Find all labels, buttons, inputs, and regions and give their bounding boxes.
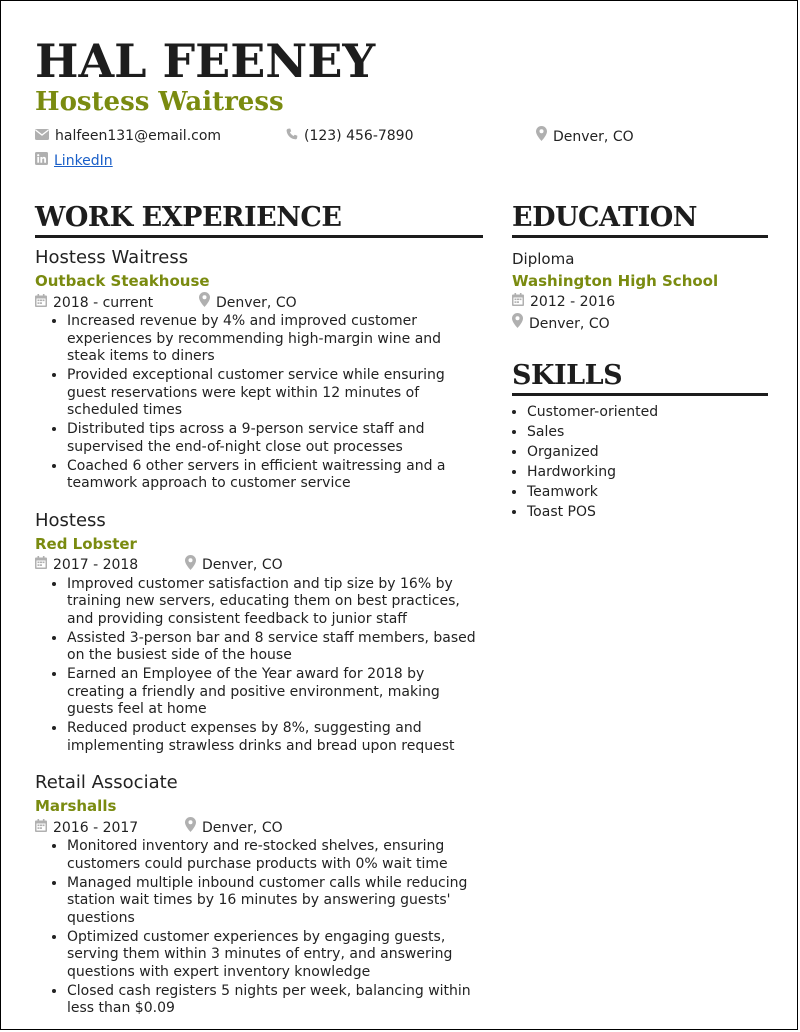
map-pin-icon [185, 555, 202, 576]
job-dates-text: 2018 - current [53, 294, 154, 311]
list-item: • Distributed tips across a 9-person service staff and supervised the end-of-night close out processes [67, 421, 483, 456]
job-location-text: Denver, CO [202, 557, 283, 573]
envelope-icon [35, 126, 55, 146]
job-dates [35, 555, 185, 576]
contact-location [536, 126, 634, 147]
email-text: halfeen131@email.com [55, 128, 222, 144]
job-title: Hostess [35, 509, 106, 531]
job-company: Red Lobster [35, 534, 137, 553]
job-bullets [35, 313, 483, 493]
calendar-icon [512, 292, 530, 313]
contact-email [35, 126, 221, 146]
list-item: • Earned an Employee of the Year award for 2018 by creating a friendly and positive environment, making guests feel at home [67, 666, 483, 719]
calendar-icon [35, 818, 53, 838]
linkedin-icon [35, 151, 54, 171]
job-location [185, 817, 283, 838]
job-dates [35, 817, 185, 838]
job-dates-text: 2017 - 2018 [53, 557, 139, 573]
list-item: • Managed multiple inbound customer calls while reducing station wait times by 16 minutes by answering guests' questions [67, 875, 483, 928]
job-location [199, 292, 297, 313]
education-location-text: Denver, CO [529, 315, 610, 332]
job-company: Marshalls [35, 797, 117, 815]
map-pin-icon [199, 292, 216, 313]
education-dates [512, 292, 768, 313]
skill-item: • Teamwork [527, 482, 768, 502]
education-dates-text: 2012 - 2016 [530, 294, 616, 310]
education-section [512, 201, 768, 335]
job-location-text: Denver, CO [202, 819, 283, 836]
calendar-icon [35, 293, 53, 313]
map-pin-icon [536, 126, 553, 147]
skill-item: • Customer-oriented [527, 402, 768, 422]
list-item: • Closed cash registers 5 nights per week, balancing within less than $0.09 [67, 983, 483, 1018]
list-item: • Coached 6 other servers in efficient waitressing and a teamwork approach to customer service [67, 458, 483, 493]
contact-linkedin [35, 151, 113, 171]
job-location [185, 555, 283, 576]
list-item: • Optimized customer experiences by engaging guests, serving them within 3 minutes of entry, and answering questions with expert inventory knowledge [67, 929, 483, 982]
skills-section [512, 359, 768, 522]
section-title-work: WORK EXPERIENCE [35, 201, 483, 238]
education-location [512, 313, 768, 335]
skill-item: • Hardworking [527, 462, 768, 482]
list-item: • Reduced product expenses by 8%, suggesting and implementing strawless drinks and bread upon request [67, 720, 483, 755]
job-entry [35, 509, 483, 756]
map-pin-icon [512, 313, 529, 335]
job-company: Outback Steakhouse [35, 272, 210, 290]
list-item: • Increased revenue by 4% and improved customer experiences by recommending high-margin wine and steak items to diners [67, 313, 483, 366]
location-text: Denver, CO [553, 128, 634, 145]
list-item: • Monitored inventory and re-stocked shelves, ensuring customers could purchase products with 0% wait time [67, 838, 483, 873]
job-dates-text: 2016 - 2017 [53, 819, 139, 836]
phone-text: (123) 456-7890 [304, 128, 414, 144]
job-entry [35, 771, 483, 1018]
skills-list [512, 402, 768, 522]
job-meta [35, 817, 483, 838]
section-title-skills: SKILLS [512, 359, 768, 396]
map-pin-icon [185, 817, 202, 838]
job-bullets [35, 838, 483, 1018]
education-degree: Diploma [512, 250, 575, 268]
skill-item: • Sales [527, 422, 768, 442]
list-item: • Improved customer satisfaction and tip size by 16% by training new servers, educating them on best practices, and providing consistent feedback to junior staff [67, 576, 483, 629]
job-dates [35, 292, 199, 313]
skill-item: • Toast POS [527, 502, 768, 522]
skill-item: • Organized [527, 442, 768, 462]
job-meta [35, 292, 483, 313]
work-experience-section [35, 201, 483, 1019]
contact-phone [286, 126, 414, 146]
section-title-education: EDUCATION [512, 201, 768, 238]
job-title: Hostess Waitress [35, 247, 189, 268]
candidate-name: HAL FEENEY [35, 34, 376, 88]
list-item: • Assisted 3-person bar and 8 service staff members, based on the busiest side of the house [67, 630, 483, 665]
education-school: Washington High School [512, 272, 719, 290]
phone-icon [286, 126, 304, 146]
job-entry [35, 246, 483, 493]
job-location-text: Denver, CO [216, 294, 297, 311]
job-meta [35, 555, 483, 576]
list-item: • Provided exceptional customer service while ensuring guest reservations were kept within 12 minutes of scheduled times [67, 367, 483, 420]
right-column [512, 201, 768, 522]
linkedin-link[interactable]: LinkedIn [54, 153, 113, 169]
candidate-role: Hostess Waitress [35, 87, 284, 117]
calendar-icon [35, 555, 53, 575]
job-bullets [35, 576, 483, 756]
job-title: Retail Associate [35, 772, 178, 793]
